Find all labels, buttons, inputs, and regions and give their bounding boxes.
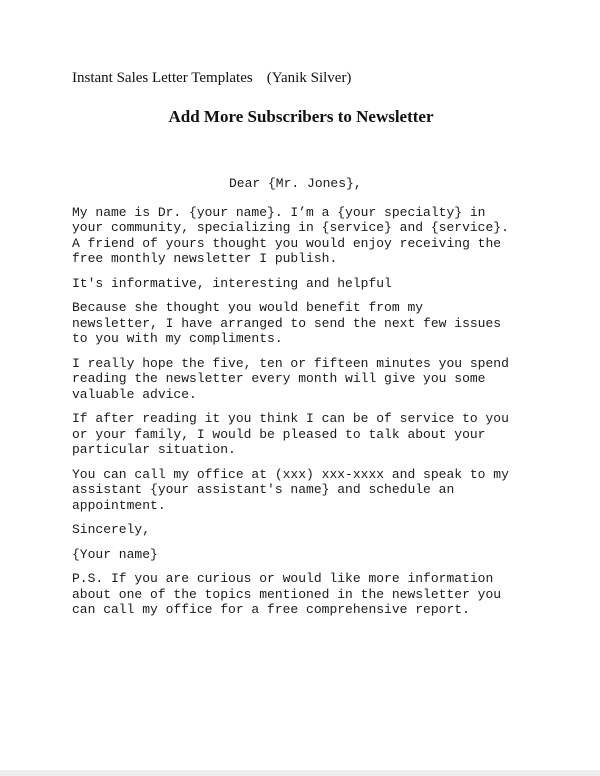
text-line: valuable advice. <box>72 386 197 402</box>
letter-body <box>72 176 542 627</box>
text-line: {Your name} <box>72 546 158 562</box>
text-line: to you with my compliments. <box>72 331 283 346</box>
text-line: particular situation. <box>72 442 236 457</box>
text-line: or your family, I would be pleased to talk about your <box>72 426 486 442</box>
paragraph-contact <box>72 467 542 514</box>
letter-greeting: Dear {Mr. Jones}, <box>229 176 362 191</box>
text-line: free monthly newsletter I publish. <box>72 251 338 266</box>
text-line: appointment. <box>72 497 166 513</box>
text-line: can call my office for a free comprehensive report. <box>72 602 470 617</box>
paragraph-advice <box>72 356 542 403</box>
paragraph-service <box>72 411 542 458</box>
text-line: A friend of yours thought you would enjoy receiving the <box>72 235 502 251</box>
document-header <box>72 70 351 87</box>
letter-signature <box>72 547 542 563</box>
text-line: newsletter, I have arranged to send the next few issues <box>72 315 502 331</box>
paragraph-informative <box>72 276 542 292</box>
text-line: My name is Dr. {your name}. I’m a {your specialty} in <box>72 204 486 220</box>
text-line: about one of the topics mentioned in the newsletter you <box>72 586 502 602</box>
header-series-title: Instant Sales Letter Templates <box>72 70 253 86</box>
text-line: reading the newsletter every month will give you some <box>72 371 486 386</box>
text-line: It's informative, interesting and helpful <box>72 275 392 291</box>
paragraph-compliments <box>72 300 542 347</box>
text-line: Because she thought you would benefit from my <box>72 300 424 315</box>
text-line: I really hope the five, ten or fifteen minutes you spend <box>72 355 509 371</box>
letter-title: Add More Subscribers to Newsletter <box>168 107 434 126</box>
letter-closing <box>72 522 542 538</box>
text-line: P.S. If you are curious or would like more information <box>72 571 494 586</box>
text-line: You can call my office at (xxx) xxx-xxxx and speak to my <box>72 466 509 482</box>
text-line: assistant {your assistant's name} and schedule an <box>72 482 455 497</box>
text-line: If after reading it you think I can be of service to you <box>72 411 509 426</box>
paragraph-intro <box>72 205 542 267</box>
page-bottom-edge <box>0 770 600 776</box>
text-line: your community, specializing in {service} and {service}. <box>72 220 509 235</box>
header-author: (Yanik Silver) <box>266 70 352 86</box>
paragraph-postscript <box>72 571 542 618</box>
text-line: Sincerely, <box>72 522 151 537</box>
